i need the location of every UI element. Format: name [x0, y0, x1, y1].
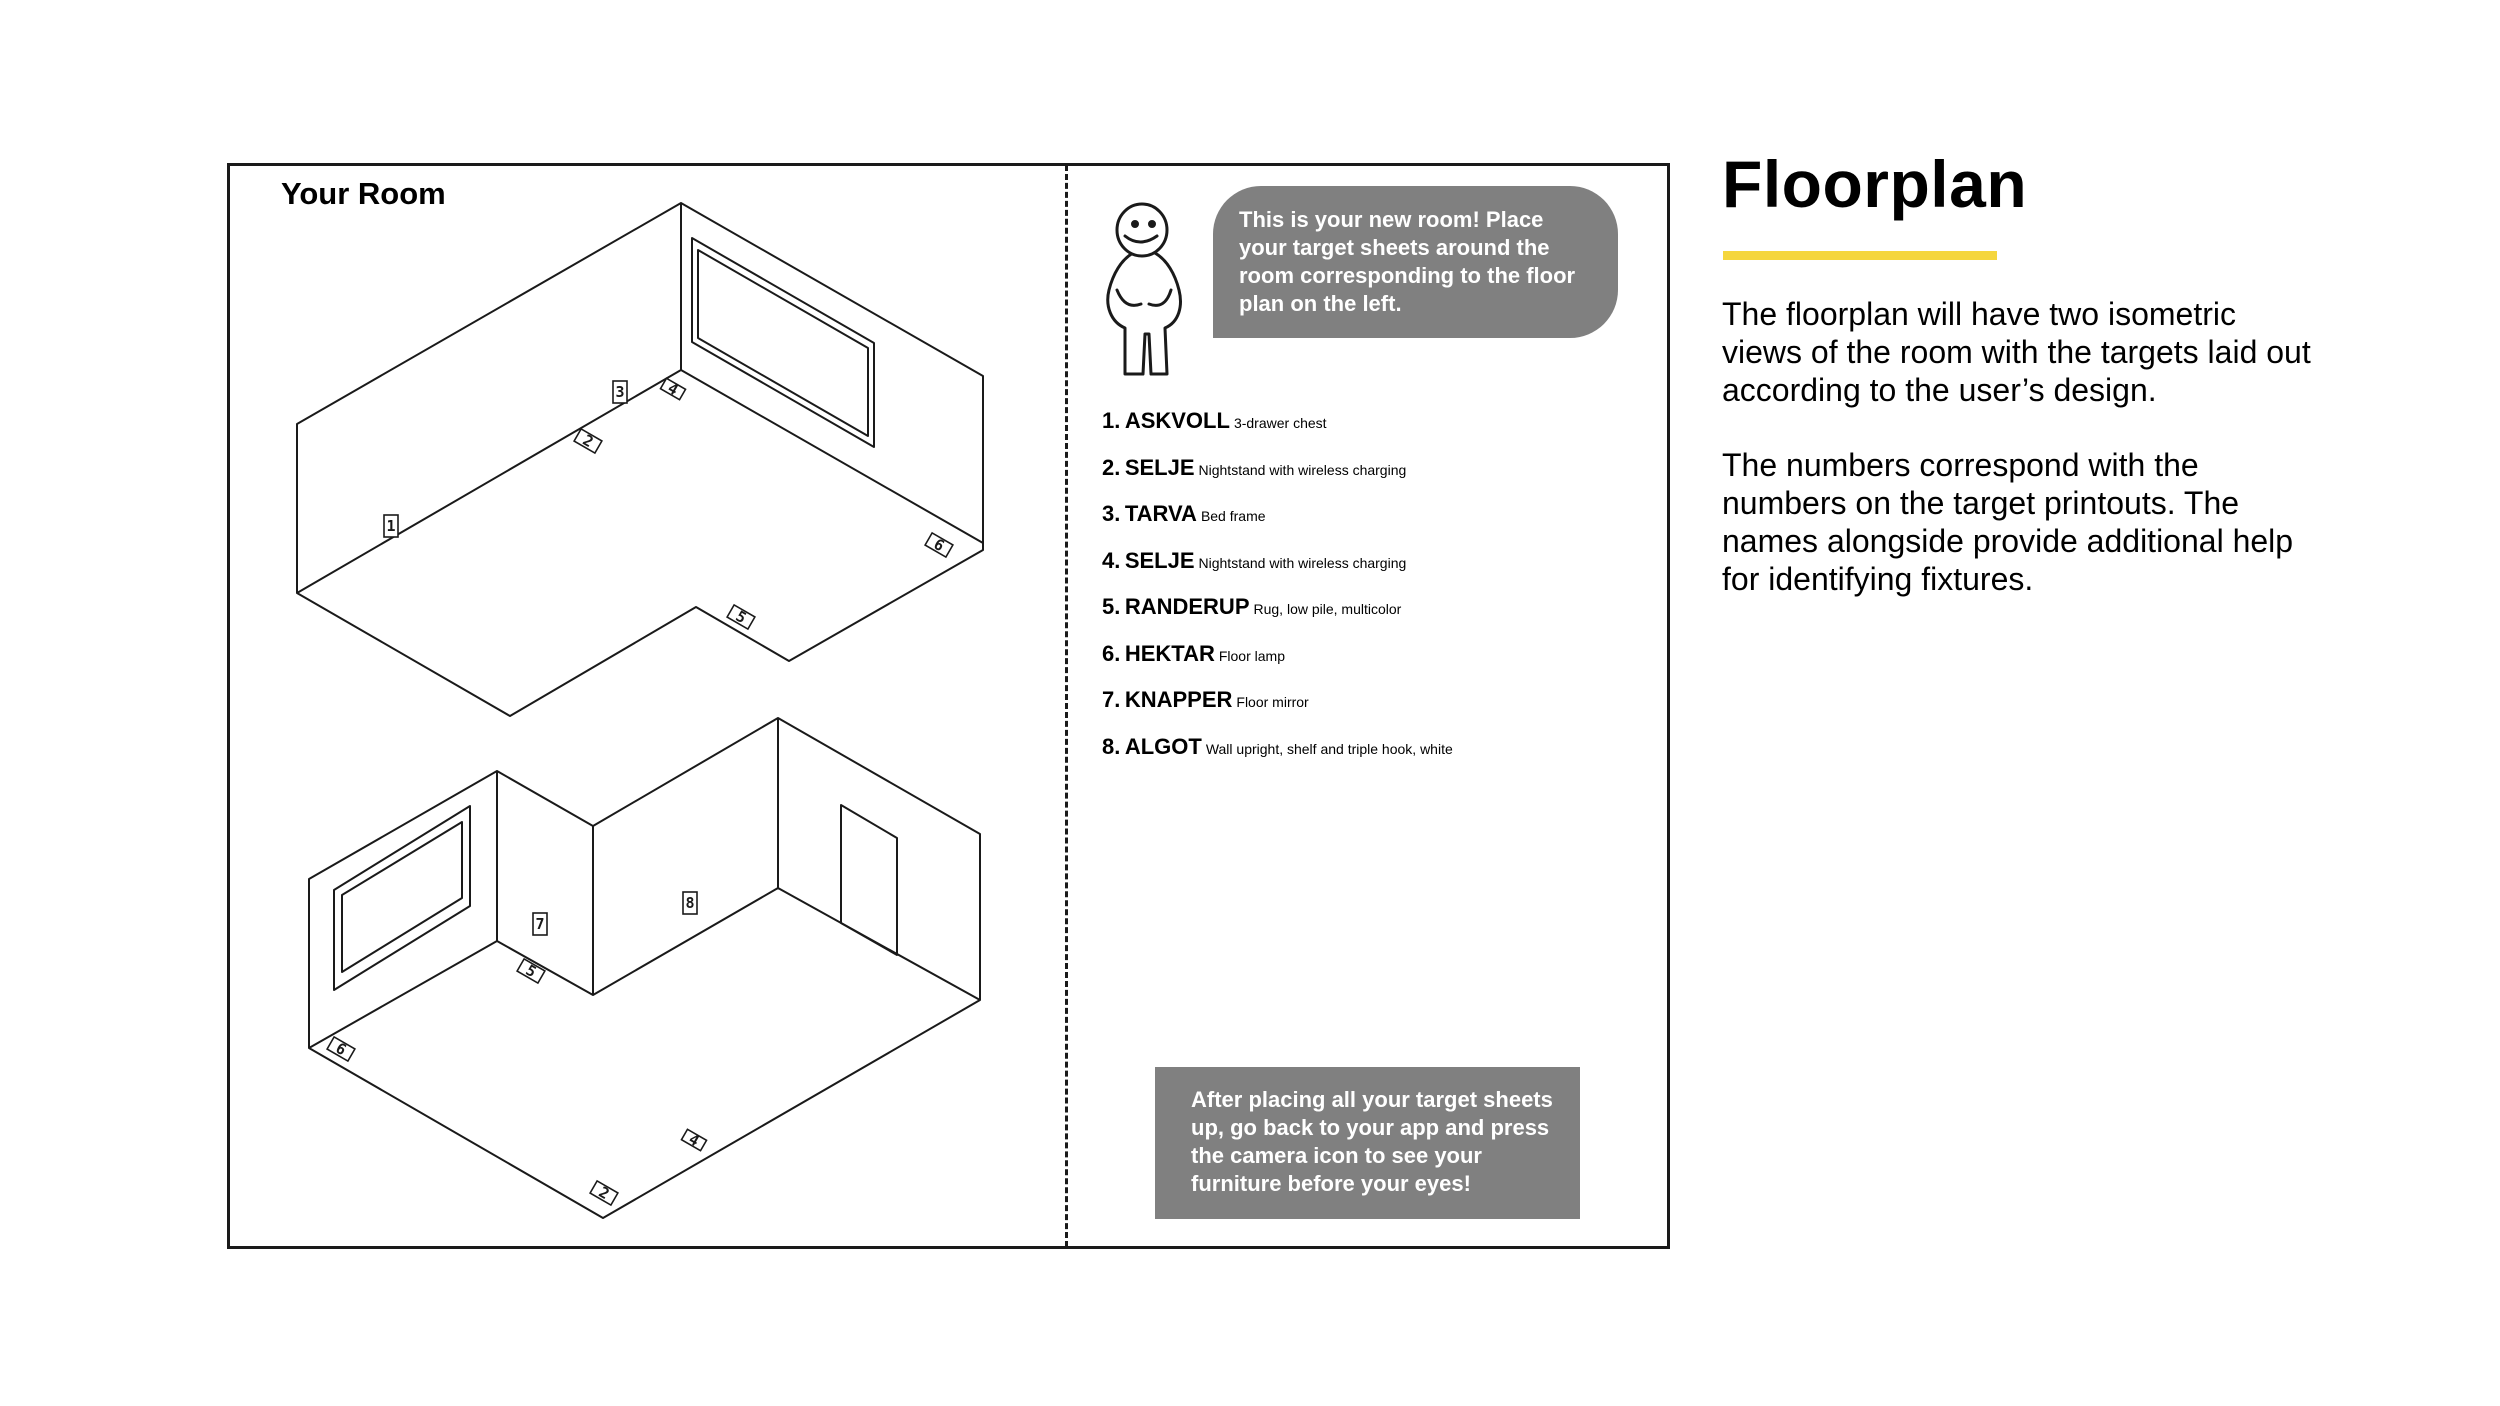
- svg-text:5: 5: [522, 960, 540, 982]
- floor-marker: [924, 531, 954, 559]
- svg-text:2: 2: [579, 430, 597, 452]
- svg-text:6: 6: [930, 534, 948, 556]
- product-name: RANDERUP: [1124, 594, 1250, 619]
- floor-marker: [326, 1035, 356, 1063]
- description-paragraph: The numbers correspond with the numbers on the target printouts. The names alongside provide additional help for identifying fixtures.: [1722, 447, 2294, 597]
- product-name: ASKVOLL: [1124, 408, 1230, 433]
- product-desc: 3-drawer chest: [1233, 415, 1327, 431]
- floor-marker: [680, 1127, 708, 1154]
- product-name: TARVA: [1124, 501, 1197, 526]
- product-name: KNAPPER: [1124, 687, 1233, 712]
- product-number: 2.: [1102, 454, 1121, 480]
- product-desc: Nightstand with wireless charging: [1198, 554, 1407, 571]
- product-desc: Wall upright, shelf and triple hook, white: [1205, 740, 1453, 757]
- svg-text:1: 1: [386, 517, 396, 535]
- product-desc: Rug, low pile, multicolor: [1253, 601, 1402, 617]
- room-view-top: [297, 203, 983, 716]
- list-item: [1102, 408, 1453, 455]
- product-name: HEKTAR: [1124, 640, 1215, 666]
- svg-text:5: 5: [732, 606, 750, 628]
- product-number: 4.: [1102, 547, 1121, 573]
- wall-marker: [683, 892, 697, 914]
- list-item: [1102, 455, 1453, 502]
- product-number: 3.: [1102, 501, 1121, 526]
- list-item: [1102, 594, 1453, 641]
- product-desc: Bed frame: [1200, 508, 1266, 524]
- product-desc: Floor lamp: [1218, 647, 1285, 664]
- list-item: [1102, 548, 1453, 595]
- product-name: SELJE: [1124, 454, 1195, 480]
- product-desc: Nightstand with wireless charging: [1198, 461, 1407, 478]
- floor-marker: [573, 427, 603, 455]
- floor-marker: [516, 957, 546, 985]
- instruction-bubble: This is your new room! Place your target sheets around the room corresponding to the floor plan on the left.: [1213, 186, 1618, 338]
- product-number: 1.: [1102, 408, 1121, 433]
- svg-text:3: 3: [615, 383, 625, 401]
- svg-text:7: 7: [535, 915, 545, 933]
- product-name: SELJE: [1124, 547, 1195, 573]
- room-view-bottom: [309, 718, 980, 1218]
- product-number: 7.: [1102, 687, 1121, 712]
- description-panel: [1722, 295, 2322, 635]
- wall-marker: [533, 913, 547, 935]
- floor-marker: [589, 1179, 619, 1207]
- svg-text:4: 4: [664, 378, 682, 400]
- description-paragraph: The floorplan will have two isometric views of the room with the targets laid out according to the user’s design.: [1722, 296, 2311, 408]
- product-number: 8.: [1102, 733, 1121, 759]
- list-item: [1102, 734, 1453, 781]
- svg-text:6: 6: [332, 1038, 350, 1060]
- list-item: [1102, 641, 1453, 688]
- svg-text:4: 4: [685, 1129, 703, 1151]
- product-number: 6.: [1102, 640, 1121, 666]
- person-icon: [1095, 198, 1195, 383]
- svg-text:8: 8: [685, 894, 695, 912]
- room-title: Your Room: [281, 176, 446, 211]
- list-item: [1102, 687, 1453, 734]
- title-underline: [1723, 251, 1997, 260]
- product-name: ALGOT: [1124, 733, 1202, 759]
- wall-marker: [384, 515, 398, 537]
- product-list: [1102, 408, 1453, 780]
- svg-text:2: 2: [595, 1182, 613, 1204]
- page-title: Floorplan: [1722, 147, 2028, 221]
- product-desc: Floor mirror: [1236, 694, 1309, 710]
- camera-instructions-note: After placing all your target sheets up, go back to your app and press the camera icon to see your furniture before your eyes!: [1155, 1067, 1580, 1219]
- product-number: 5.: [1102, 594, 1121, 619]
- wall-marker: [613, 381, 627, 403]
- list-item: [1102, 501, 1453, 548]
